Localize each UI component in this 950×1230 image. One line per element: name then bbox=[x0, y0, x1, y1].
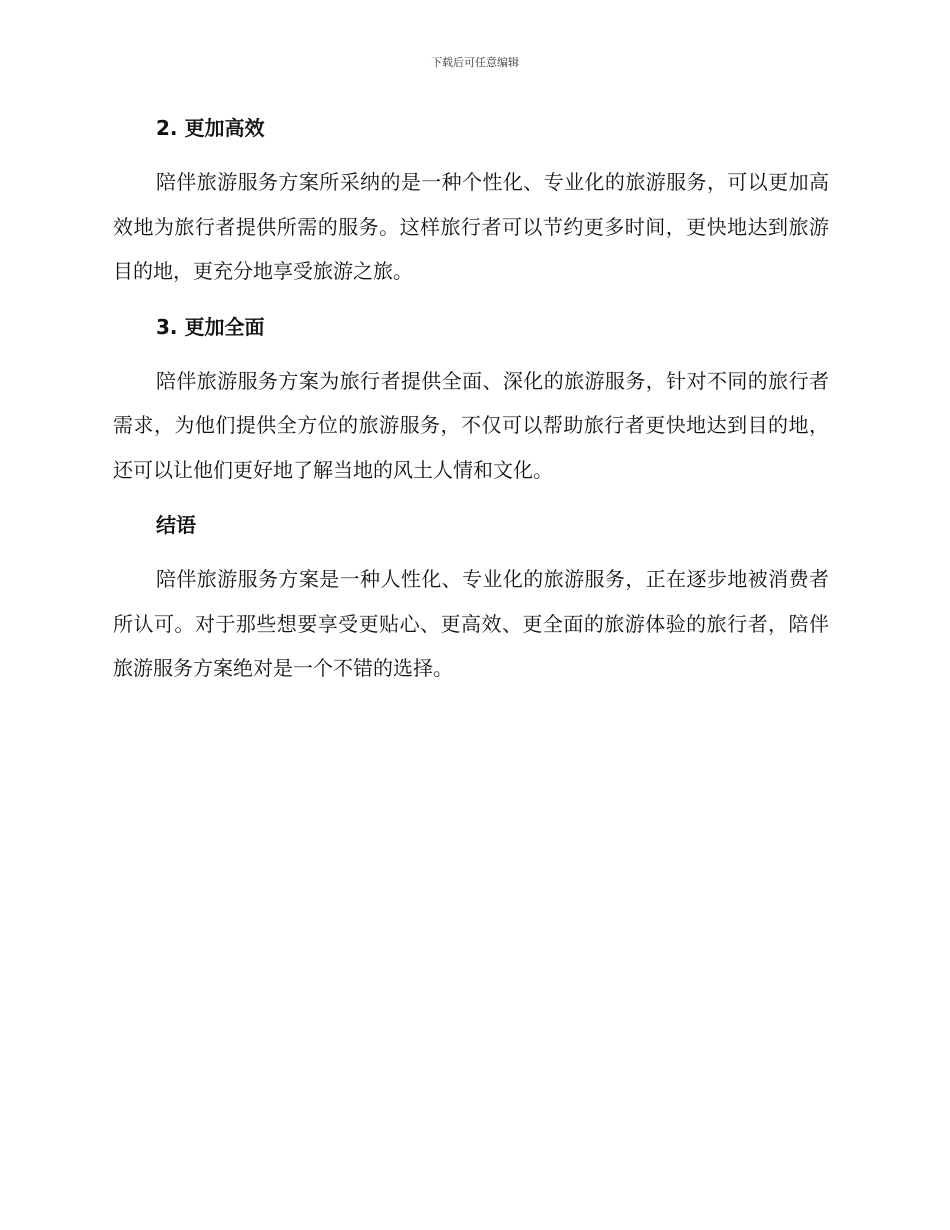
section-paragraph-efficient: 陪伴旅游服务方案所采纳的是一种个性化、专业化的旅游服务，可以更加高效地为旅行者提供所需的服务。这样旅行者可以节约更多时间，更快地达到旅游目的地，更充分地享受旅游之旅。 bbox=[113, 170, 829, 283]
section-heading-conclusion: 结语 bbox=[156, 513, 196, 537]
section-paragraph-comprehensive: 陪伴旅游服务方案为旅行者提供全面、深化的旅游服务，针对不同的旅行者需求，为他们提供全方位的旅游服务，不仅可以帮助旅行者更快地达到目的地，还可以让他们更好地了解当地的风土人情和文化。 bbox=[113, 368, 829, 482]
document-body bbox=[113, 112, 829, 691]
section-heading-efficient: 2. 更加高效 bbox=[156, 116, 265, 140]
section-paragraph-conclusion: 陪伴旅游服务方案是一种人性化、专业化的旅游服务，正在逐步地被消费者所认可。对于那些想要享受更贴心、更高效、更全面的旅游体验的旅行者，陪伴旅游服务方案绝对是一个不错的选择。 bbox=[113, 567, 829, 680]
header-note: 下载后可任意编辑 bbox=[431, 56, 519, 69]
section-heading-comprehensive: 3. 更加全面 bbox=[156, 314, 265, 339]
